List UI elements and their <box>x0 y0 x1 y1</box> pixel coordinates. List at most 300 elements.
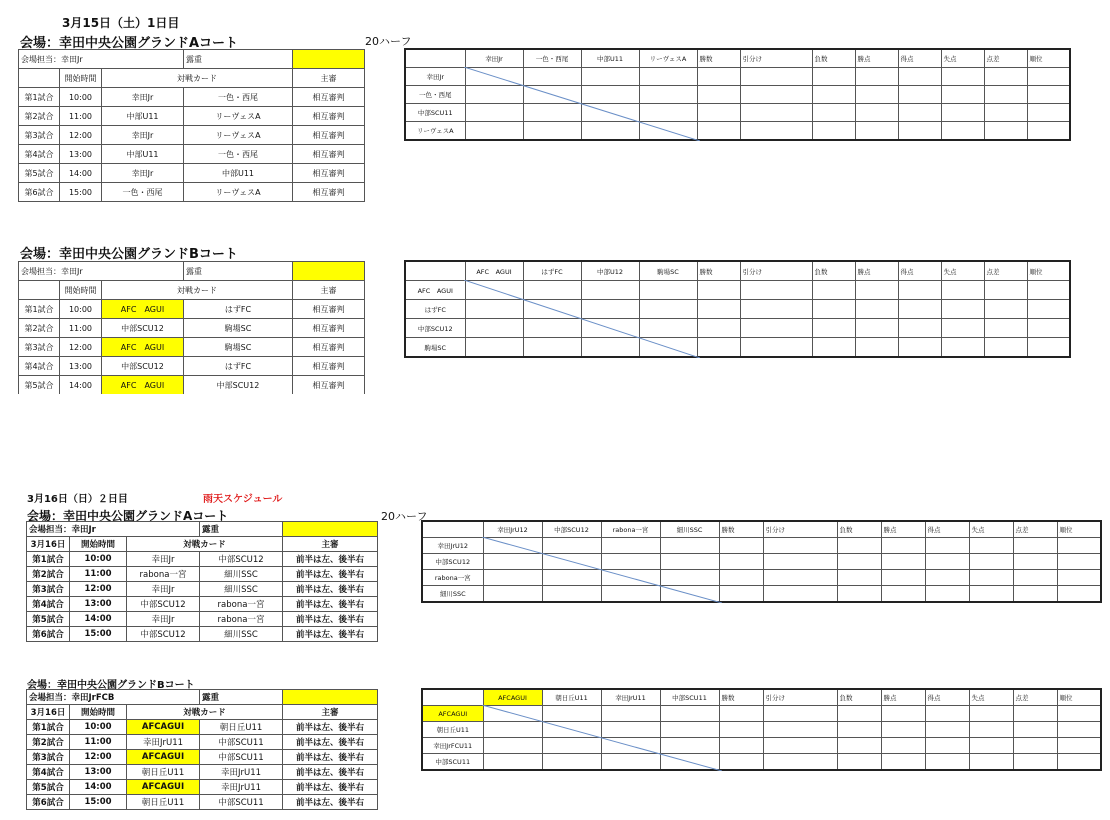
team-column-header: 幸田JrU12 <box>483 521 542 538</box>
stat-column-header: 順位 <box>1027 49 1070 68</box>
stat-cell <box>969 706 1013 722</box>
result-cell <box>660 722 719 738</box>
dealer-value <box>293 50 365 69</box>
stat-cell <box>881 738 925 754</box>
result-cell <box>581 338 639 358</box>
stat-cell <box>1057 722 1101 738</box>
stat-cell <box>941 319 984 338</box>
referee: 前半は左、後半右 <box>283 780 378 795</box>
stat-cell <box>697 122 740 141</box>
start-time: 15:00 <box>70 627 127 642</box>
match-number: 第2試合 <box>19 319 60 338</box>
start-time: 13:00 <box>60 145 102 164</box>
stat-cell <box>740 104 812 122</box>
stat-cell <box>941 300 984 319</box>
stat-cell <box>763 754 837 771</box>
stat-cell <box>1013 738 1057 754</box>
dealer-label: 露重 <box>200 690 283 705</box>
home-team: 幸田JrU11 <box>127 735 200 750</box>
stat-cell <box>837 570 881 586</box>
match-row <box>19 300 365 319</box>
blank-cell <box>405 261 465 281</box>
match-number: 第6試合 <box>27 627 70 642</box>
stat-cell <box>881 706 925 722</box>
stat-cell <box>1027 104 1070 122</box>
stat-cell <box>969 570 1013 586</box>
result-cell <box>660 586 719 603</box>
stat-column-header: 引分け <box>740 49 812 68</box>
result-cell <box>523 104 581 122</box>
result-cell <box>639 86 697 104</box>
day2-court-a-schedule <box>26 521 378 642</box>
start-time: 10:00 <box>60 300 102 319</box>
day1-half-note: 20ハーフ <box>365 35 412 48</box>
stat-column-header: 失点 <box>969 521 1013 538</box>
team-row-header: 中部SCU12 <box>422 554 483 570</box>
away-team: 幸田JrU11 <box>200 780 283 795</box>
day1-court-b-venue: 会場：幸田中央公園グランドBコート <box>20 247 238 262</box>
stat-cell <box>740 338 812 358</box>
stat-cell <box>1013 570 1057 586</box>
away-team: 中部SCU12 <box>184 376 293 395</box>
stat-column-header: 勝数 <box>719 521 763 538</box>
referee: 前半は左、後半右 <box>283 795 378 810</box>
team-column-header: 中部U11 <box>581 49 639 68</box>
team-row-header: AFC AGUI <box>405 281 465 300</box>
stat-column-header: 負数 <box>837 521 881 538</box>
home-team: AFCAGUI <box>127 750 200 765</box>
stat-cell <box>763 554 837 570</box>
stat-column-header: 引分け <box>763 689 837 706</box>
away-team: 中部SCU11 <box>200 795 283 810</box>
home-team: 中部U11 <box>102 107 184 126</box>
start-time: 11:00 <box>60 319 102 338</box>
day2-date: 3月16日（日）２日目 <box>27 494 128 505</box>
home-team: 中部U11 <box>102 145 184 164</box>
referee: 前半は左、後半右 <box>283 597 378 612</box>
team-row-header: rabona一宮 <box>422 570 483 586</box>
referee: 前半は左、後半右 <box>283 552 378 567</box>
stat-cell <box>969 722 1013 738</box>
stat-column-header: 順位 <box>1027 261 1070 281</box>
result-cell <box>523 300 581 319</box>
stat-cell <box>837 754 881 771</box>
start-time: 15:00 <box>70 795 127 810</box>
away-team: 中部SCU12 <box>200 552 283 567</box>
stat-column-header: 点差 <box>1013 689 1057 706</box>
team-row-header: 中部SCU11 <box>405 104 465 122</box>
start-time: 11:00 <box>60 107 102 126</box>
venue-manager: 会場担当：幸田Jr <box>19 50 184 69</box>
day2-half-note: 20ハーフ <box>381 510 428 523</box>
start-time: 12:00 <box>60 126 102 145</box>
team-row-header: 幸田JrU12 <box>422 538 483 554</box>
result-cell <box>639 104 697 122</box>
stat-cell <box>941 86 984 104</box>
stat-cell <box>1027 300 1070 319</box>
referee: 相互審判 <box>293 107 365 126</box>
stat-cell <box>837 722 881 738</box>
team-row-header: 朝日丘U11 <box>422 722 483 738</box>
stat-cell <box>881 586 925 603</box>
stat-cell <box>855 104 898 122</box>
venue-manager: 会場担当：幸田Jr <box>19 262 184 281</box>
stat-cell <box>855 122 898 141</box>
stat-cell <box>941 68 984 86</box>
stat-cell <box>925 570 969 586</box>
away-team: 細川SSC <box>200 567 283 582</box>
home-team: 幸田Jr <box>102 88 184 107</box>
stat-cell <box>1027 68 1070 86</box>
match-number: 第4試合 <box>27 765 70 780</box>
rain-schedule-label: 雨天スケジュール <box>203 494 283 505</box>
result-cell <box>581 86 639 104</box>
stat-cell <box>881 754 925 771</box>
away-team: rabona一宮 <box>200 597 283 612</box>
stat-cell <box>697 68 740 86</box>
stat-cell <box>855 281 898 300</box>
result-cell <box>483 570 542 586</box>
match-number: 第1試合 <box>19 88 60 107</box>
start-time: 12:00 <box>60 338 102 357</box>
stat-column-header: 失点 <box>969 689 1013 706</box>
team-column-header: AFC AGUI <box>465 261 523 281</box>
away-team: 一色・西尾 <box>184 145 293 164</box>
day2-b-rows <box>27 720 378 810</box>
stat-cell <box>837 738 881 754</box>
stat-cell <box>969 738 1013 754</box>
stat-cell <box>925 706 969 722</box>
result-cell <box>601 570 660 586</box>
stat-cell <box>812 122 855 141</box>
result-cell <box>660 554 719 570</box>
home-team: 中部SCU12 <box>102 319 184 338</box>
stat-cell <box>925 738 969 754</box>
team-row-header: 幸田JrFCU11 <box>422 738 483 754</box>
stat-cell <box>984 122 1027 141</box>
dealer-value <box>293 262 365 281</box>
stat-cell <box>855 338 898 358</box>
team-column-header: 中部SCU12 <box>542 521 601 538</box>
stat-cell <box>1057 554 1101 570</box>
stat-cell <box>969 586 1013 603</box>
result-cell <box>660 738 719 754</box>
stat-cell <box>1027 86 1070 104</box>
result-cell <box>601 722 660 738</box>
home-team: 幸田Jr <box>127 612 200 627</box>
blank-cell <box>422 521 483 538</box>
stat-cell <box>812 338 855 358</box>
stat-cell <box>763 738 837 754</box>
home-team: 一色・西尾 <box>102 183 184 202</box>
match-number: 第4試合 <box>27 597 70 612</box>
match-number: 第6試合 <box>27 795 70 810</box>
result-cell <box>601 754 660 771</box>
referee: 相互審判 <box>293 300 365 319</box>
stat-cell <box>898 122 941 141</box>
stat-cell <box>763 722 837 738</box>
match-row <box>19 126 365 145</box>
stat-cell <box>763 586 837 603</box>
result-cell <box>483 586 542 603</box>
start-time: 13:00 <box>60 357 102 376</box>
referee: 相互審判 <box>293 164 365 183</box>
match-row <box>27 552 378 567</box>
date-cell: 3月16日 <box>27 537 70 552</box>
away-team: 幸田JrU11 <box>200 765 283 780</box>
match-row <box>19 338 365 357</box>
stat-cell <box>925 538 969 554</box>
stat-column-header: 点差 <box>1013 521 1057 538</box>
match-number: 第6試合 <box>19 183 60 202</box>
stat-cell <box>1057 570 1101 586</box>
stat-cell <box>1013 586 1057 603</box>
blank-cell <box>19 69 60 88</box>
result-cell <box>639 300 697 319</box>
stat-cell <box>898 281 941 300</box>
team-column-header: 一色・西尾 <box>523 49 581 68</box>
stat-cell <box>763 706 837 722</box>
team-row-header: 細川SSC <box>422 586 483 603</box>
col-match-card: 対戦カード <box>127 705 283 720</box>
result-cell <box>542 586 601 603</box>
team-column-header: 中部U12 <box>581 261 639 281</box>
stat-cell <box>719 586 763 603</box>
start-time: 11:00 <box>70 567 127 582</box>
stat-column-header: 勝数 <box>719 689 763 706</box>
team-row-header: AFCAGUI <box>422 706 483 722</box>
team-column-header: 幸田JrU11 <box>601 689 660 706</box>
result-cell <box>523 122 581 141</box>
result-cell <box>465 104 523 122</box>
away-team: 朝日丘U11 <box>200 720 283 735</box>
home-team: rabona一宮 <box>127 567 200 582</box>
away-team: 中部SCU11 <box>200 750 283 765</box>
col-start-time: 開始時間 <box>70 705 127 720</box>
stat-column-header: 得点 <box>898 261 941 281</box>
stat-column-header: 得点 <box>898 49 941 68</box>
result-cell <box>601 586 660 603</box>
blank-cell <box>19 281 60 300</box>
day1-court-a-schedule <box>18 49 365 202</box>
match-row <box>27 627 378 642</box>
stat-cell <box>763 570 837 586</box>
result-cell <box>581 122 639 141</box>
result-cell <box>542 554 601 570</box>
start-time: 13:00 <box>70 597 127 612</box>
result-cell <box>581 281 639 300</box>
stat-column-header: 負数 <box>837 689 881 706</box>
start-time: 12:00 <box>70 750 127 765</box>
result-cell <box>523 338 581 358</box>
match-number: 第2試合 <box>27 567 70 582</box>
match-row <box>19 88 365 107</box>
col-referee: 主審 <box>283 537 378 552</box>
result-cell <box>465 300 523 319</box>
stat-column-header: 点差 <box>984 49 1027 68</box>
match-row <box>27 582 378 597</box>
result-cell <box>542 570 601 586</box>
stat-cell <box>855 86 898 104</box>
result-cell <box>542 722 601 738</box>
stat-column-header: 引分け <box>763 521 837 538</box>
team-column-header: AFCAGUI <box>483 689 542 706</box>
stat-column-header: 勝点 <box>855 261 898 281</box>
result-cell <box>639 122 697 141</box>
blank-cell <box>405 49 465 68</box>
stat-cell <box>855 68 898 86</box>
stat-cell <box>941 104 984 122</box>
stat-cell <box>740 300 812 319</box>
match-number: 第1試合 <box>19 300 60 319</box>
match-row <box>19 107 365 126</box>
start-time: 10:00 <box>70 552 127 567</box>
stat-column-header: 得点 <box>925 521 969 538</box>
stat-cell <box>697 104 740 122</box>
stat-column-header: 順位 <box>1057 689 1101 706</box>
result-cell <box>639 338 697 358</box>
stat-cell <box>740 281 812 300</box>
stat-column-header: 勝点 <box>881 689 925 706</box>
home-team: 朝日丘U11 <box>127 765 200 780</box>
stat-cell <box>984 281 1027 300</box>
day1-a-rows <box>19 88 365 202</box>
cropped-row-mask <box>17 394 367 406</box>
stat-cell <box>697 338 740 358</box>
match-row <box>19 164 365 183</box>
start-time: 13:00 <box>70 765 127 780</box>
result-cell <box>523 68 581 86</box>
match-number: 第5試合 <box>27 780 70 795</box>
home-team: 中部SCU12 <box>102 357 184 376</box>
home-team: AFC AGUI <box>102 338 184 357</box>
stat-cell <box>898 86 941 104</box>
result-cell <box>542 706 601 722</box>
match-number: 第2試合 <box>19 107 60 126</box>
stat-cell <box>898 319 941 338</box>
stat-cell <box>1013 706 1057 722</box>
result-cell <box>639 319 697 338</box>
match-number: 第5試合 <box>27 612 70 627</box>
result-cell <box>483 554 542 570</box>
result-cell <box>465 319 523 338</box>
referee: 前半は左、後半右 <box>283 735 378 750</box>
result-cell <box>523 86 581 104</box>
start-time: 10:00 <box>60 88 102 107</box>
result-cell <box>523 319 581 338</box>
venue-manager: 会場担当：幸田Jr <box>27 522 200 537</box>
match-row <box>19 376 365 395</box>
stat-column-header: 失点 <box>941 261 984 281</box>
stat-column-header: 失点 <box>941 49 984 68</box>
stat-cell <box>719 754 763 771</box>
start-time: 11:00 <box>70 735 127 750</box>
match-number: 第5試合 <box>19 164 60 183</box>
match-row <box>19 183 365 202</box>
referee: 前半は左、後半右 <box>283 582 378 597</box>
day1-date: 3月15日（土）1日目 <box>62 16 180 30</box>
result-cell <box>639 68 697 86</box>
referee: 前半は左、後半右 <box>283 567 378 582</box>
day1-court-b-standings <box>404 260 1071 358</box>
team-row-header: 幸田Jr <box>405 68 465 86</box>
stat-cell <box>984 86 1027 104</box>
day2-court-b-standings <box>421 688 1102 771</box>
stat-cell <box>719 538 763 554</box>
referee: 相互審判 <box>293 126 365 145</box>
match-number: 第1試合 <box>27 720 70 735</box>
stat-cell <box>898 338 941 358</box>
stat-cell <box>1027 122 1070 141</box>
result-cell <box>581 319 639 338</box>
stat-column-header: 勝数 <box>697 49 740 68</box>
stat-cell <box>1027 338 1070 358</box>
dealer-label: 露重 <box>184 262 293 281</box>
stat-cell <box>740 319 812 338</box>
result-cell <box>542 538 601 554</box>
referee: 前半は左、後半右 <box>283 612 378 627</box>
result-cell <box>483 722 542 738</box>
blank-cell <box>422 689 483 706</box>
result-cell <box>581 104 639 122</box>
stat-cell <box>837 586 881 603</box>
stat-column-header: 得点 <box>925 689 969 706</box>
stat-cell <box>925 586 969 603</box>
result-cell <box>660 706 719 722</box>
home-team: 幸田Jr <box>102 126 184 145</box>
stat-cell <box>1057 538 1101 554</box>
stat-cell <box>925 722 969 738</box>
home-team: AFC AGUI <box>102 300 184 319</box>
stat-cell <box>812 319 855 338</box>
result-cell <box>465 122 523 141</box>
stat-cell <box>812 104 855 122</box>
result-cell <box>601 538 660 554</box>
stat-cell <box>898 104 941 122</box>
team-row-header: 中部SCU12 <box>405 319 465 338</box>
away-team: rabona一宮 <box>200 612 283 627</box>
match-row <box>27 750 378 765</box>
away-team: 細川SSC <box>200 582 283 597</box>
stat-cell <box>941 338 984 358</box>
away-team: 細川SSC <box>200 627 283 642</box>
match-row <box>27 720 378 735</box>
stat-cell <box>837 554 881 570</box>
away-team: 駒場SC <box>184 319 293 338</box>
team-column-header: 中部SCU11 <box>660 689 719 706</box>
start-time: 15:00 <box>60 183 102 202</box>
stat-column-header: 負数 <box>812 49 855 68</box>
match-number: 第3試合 <box>27 582 70 597</box>
result-cell <box>465 86 523 104</box>
result-cell <box>542 738 601 754</box>
result-cell <box>639 281 697 300</box>
stat-cell <box>719 554 763 570</box>
result-cell <box>483 706 542 722</box>
stat-cell <box>719 706 763 722</box>
stat-cell <box>812 281 855 300</box>
result-cell <box>542 754 601 771</box>
venue-manager: 会場担当：幸田JrFCB <box>27 690 200 705</box>
result-cell <box>601 706 660 722</box>
stat-cell <box>1013 722 1057 738</box>
result-cell <box>601 738 660 754</box>
away-team: 一色・西尾 <box>184 88 293 107</box>
stat-cell <box>1057 586 1101 603</box>
result-cell <box>601 554 660 570</box>
stat-cell <box>812 86 855 104</box>
day1-b-rows <box>19 300 365 395</box>
